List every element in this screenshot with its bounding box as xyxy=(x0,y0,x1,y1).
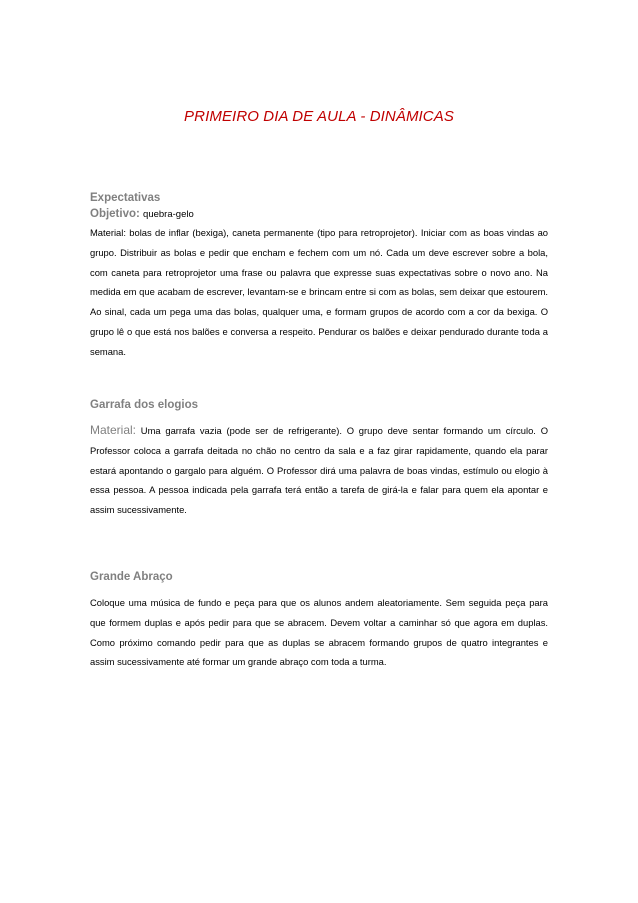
section-heading: Grande Abraço xyxy=(90,571,173,583)
page-title: PRIMEIRO DIA DE AULA - DINÂMICAS xyxy=(184,108,454,125)
objective-line xyxy=(90,206,548,223)
objective-label: Objetivo: xyxy=(90,208,140,220)
section-heading: Garrafa dos elogios xyxy=(90,399,199,411)
section-grande-abraco xyxy=(90,569,548,672)
section-heading: Expectativas xyxy=(90,192,161,204)
section-garrafa-dos-elogios xyxy=(90,397,548,520)
section-body: Uma garrafa vazia (pode ser de refrigerante). O grupo deve sentar formando um círculo. O Professor coloca a garrafa deitada no chão no centro da sala e a faz girar rapidamente, quando ela parar estará apontando o gargalo para alguém. O Professor dirá uma palavra de boas vindas, estímulo ou elogio à essa pessoa. A pessoa indicada pela garrafa terá então a tarefa de girá-la e falar para quem ela apontar e assim sucessivamente. xyxy=(90,425,548,516)
section-body: Coloque uma música de fundo e peça para que os alunos andem aleatoriamente. Sem seguida peça para que formem duplas e após pedir para que se abracem. Devem voltar a caminhar só que agora em duplas. Como próximo comando pedir para que as duplas se abracem formando grupos de quatro integrantes e assim sucessivamente até formar um grande abraço com toda a turma. xyxy=(90,597,548,668)
section-body: Material: bolas de inflar (bexiga), caneta permanente (tipo para retroprojetor). Iniciar com as boas vindas ao grupo. Distribuir as bolas e pedir que encham e fechem com um nó. Cada um deve escrever sobre a bola, com caneta para retroprojetor uma frase ou palavra que expresse suas expectativas sobre o novo ano. Na medida em que acabam de escrever, levantam-se e brincam entre si com as bolas, sem deixar que estourem. Ao sinal, cada um pega uma das bolas, qualquer uma, e formam grupos de acordo com a cor da bexiga. O grupo lê o que está nos balões e conversa a respeito. Pendurar os balões e deixar pendurado durante toda a semana. xyxy=(90,227,548,357)
section-expectativas xyxy=(90,190,548,362)
section-body-container xyxy=(90,421,548,520)
objective-value: quebra-gelo xyxy=(143,209,194,220)
material-label: Material: xyxy=(90,423,137,437)
